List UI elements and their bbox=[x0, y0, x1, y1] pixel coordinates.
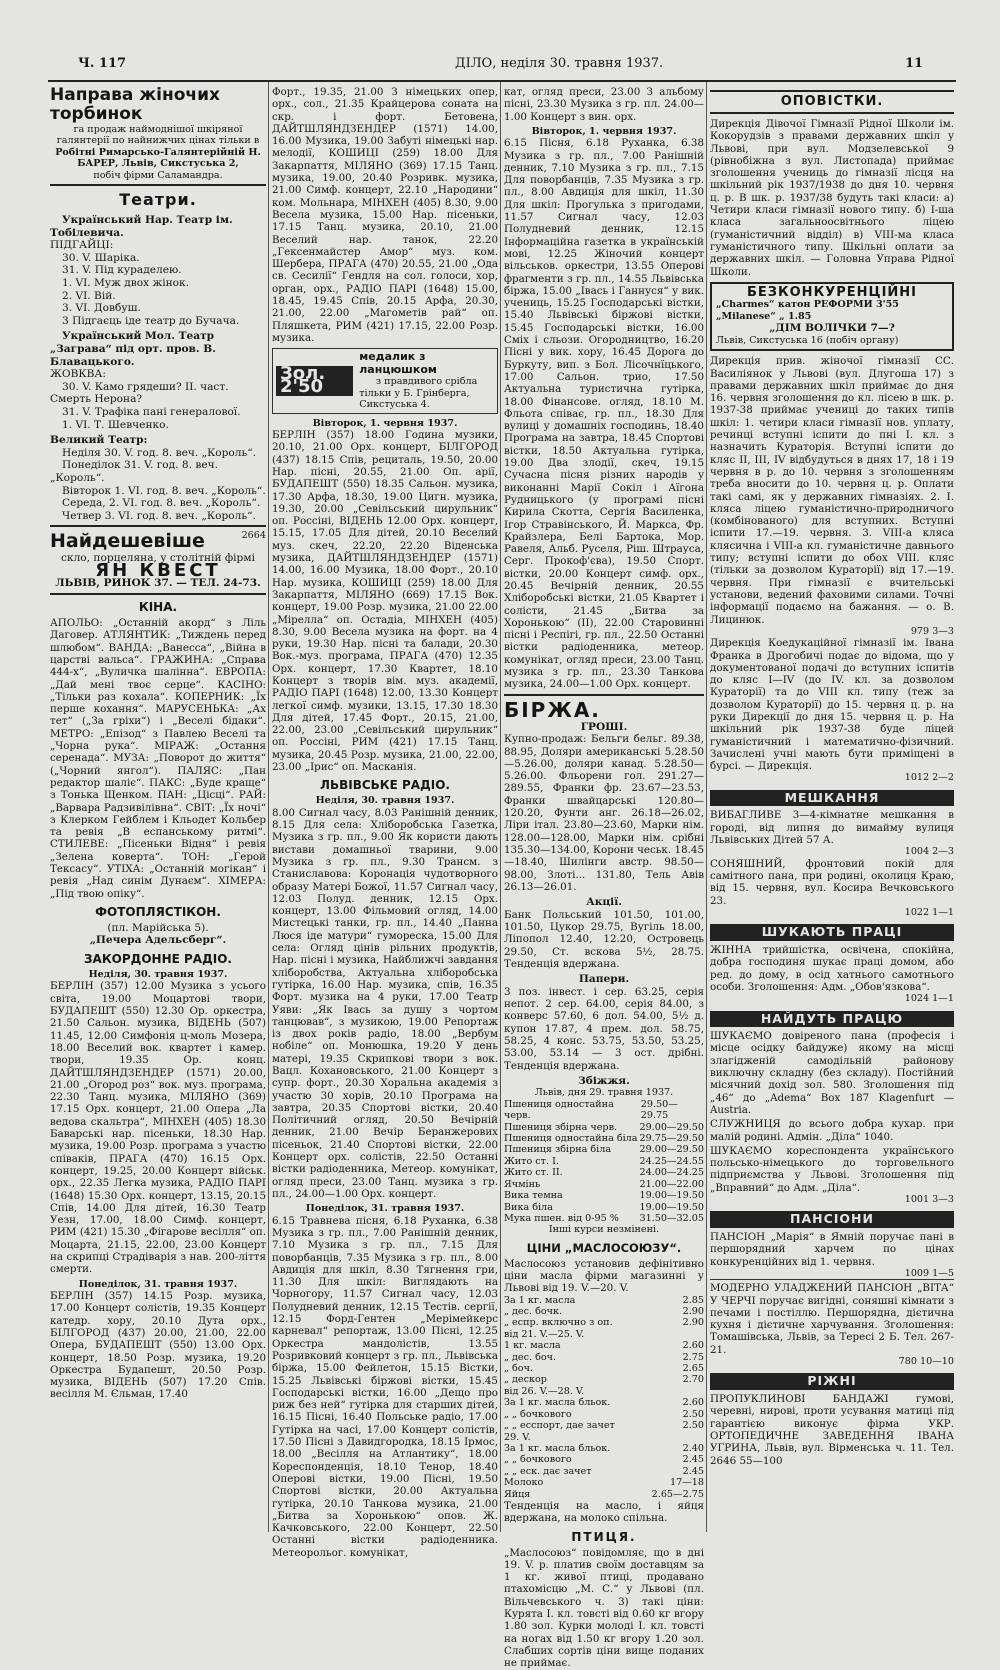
foreign-radio-title: ЗАКОРДОННЕ РАДІО. bbox=[84, 952, 232, 967]
ad-bags-firm: Робітні Римарсько-Галянтерійній Н. БАРЕР, Львів, Сикстуська 2, bbox=[55, 146, 261, 170]
butter-row-price: 2.45 bbox=[682, 1454, 704, 1466]
radio-day: Вівторок, 1. червня 1937. bbox=[531, 125, 677, 137]
butter-intro: Маслосоюз установив дефінітивно ціни масла фірми магазинні у Львові від 19. V.—20. V. bbox=[504, 1257, 704, 1295]
ad-address: Львів, Сикстуська 16 (побіч органу) bbox=[716, 334, 899, 346]
classified-ad: ЖІННА трийшістка, освічена, спокійна, добра господиня шукає праці домом, або ред. до дому, в осід хатнього самотнього особи. Зголошення: Адм. „Обов'язкова“. bbox=[710, 943, 954, 993]
butter-row bbox=[504, 1454, 704, 1465]
ad-glass-header bbox=[50, 530, 266, 552]
butter-row-name: „ боч. bbox=[504, 1363, 533, 1375]
radio-day: Неділя, 30. травня 1937. bbox=[315, 795, 455, 807]
butter-row-name: „ „ бочкового bbox=[504, 1408, 572, 1420]
announcements-title: ОПОВІСТКИ. bbox=[710, 90, 954, 114]
ad-bags-title: Направа жіночих торбинок bbox=[50, 85, 220, 124]
cinema-title: КІНА. bbox=[138, 600, 178, 615]
radio-program: БЕРЛІН (357) 12.00 Музика з усього світа, 19.00 Моцартові твори, БУДАПЕШТ (550) 12.30 Ор. оркестра, 21.50 Сальон. музика, ВІДЕНЬ (507) 11.45, 12.00 Симфонія ц-моль Мозера, 18.00 Веселий вок. квартет і камер. твори, 19.35 Ор. конц. ДАЙТШЛЯНДЗЕНДЕР (1571) 20.00, 21.00 „Огород роз“ вок. муз. програма, 22.30 Танц. музика, МІЛЯНО (369) 17.15 Орх. концерт, 21.00 Опера „Ла ведова скальтра“, МІНХЕН (405) 18.30 Баварські нар. пісеньки, 18.30 Нар. музика, 19.00 Розр. програма з участю співаків, ПРАГА (470) 16.15 Орх. концерт, 19.25, 20.00 Концерт військ. орх., 22.35 Легка музика, РАДІО ПАРІ (1648) 15.30 Орх. концерт, 13.15, 20.15 Спів, 14.00 Для дітей, 16.30 Театр Уезн, 17.00, 18.00 Симф. концерт, РИМ (421) 15.30 „Фігарове весілля“ оп. Моцарта, 21.15, 22.00, 23.00 Концерт на скрипці Страдіварія з нав. 200-ліття смерти. bbox=[50, 980, 266, 1276]
ad-number: 1004 2—3 bbox=[904, 846, 954, 858]
grain-row-price: 31.50—32.05 bbox=[639, 1212, 704, 1224]
classified-ad: ШУКАЄМО кореспондента українського польсько-німецького до торговельного підприємства у Львові. Зголошення під „Вправний“ до Адм. „Діла“. bbox=[710, 1144, 954, 1194]
grain-row-name: Вика темна bbox=[504, 1190, 563, 1202]
money-rates: Купно-продаж: Бельги бельг. 89.38, 88.95, Доляри американські 5.28.50—5.26.00, доляри канад. 5.28.50—5.26.00. Фльорени гол. 291.27—289.55, Франки фр. 23.67—23.53, Франки швайцарські 120.80—120.20, Фунти анг. 26.18—26.02, Ліри італ. 23.80—23.60, Марки нім. 128.00—128.00, Марки нім. срібні 135.30—134.00, Корони чеськ. 18.45—18.40, Шилінги австр. 98.50—98.00, Злоті... 131.80, Тель Авів 26.13—26.01. bbox=[504, 733, 704, 893]
ad-glass-title: Найдешевіше bbox=[50, 530, 205, 553]
classified-ad: СОНЯШНИЙ, фронтовий покій для самітного пана, при родині, околиця Краю, від 15. червня, вул. Косира Вечковського 23. bbox=[710, 857, 954, 907]
grain-row bbox=[504, 1213, 704, 1224]
theatre-line: Вівторок 1. VI. год. 8. веч. „Король“. bbox=[62, 484, 266, 497]
divider bbox=[50, 184, 266, 186]
grain-row bbox=[504, 1190, 704, 1201]
butter-row bbox=[504, 1329, 704, 1340]
butter-row-price: 2.60 bbox=[682, 1397, 704, 1409]
classified-ad: МОДЕРНО УЛАДЖЕНИЙ ПАНСІОН „ВІТА“ У ЧЕРЧІ поручає вигідні, соняшні кімнати з печами і постіллю. Першорядна, дієтична кухня і дієтичне харчування. Зголошення: Томашівська, Львів, за Тересі 2 Б. Тел. 267-21. bbox=[710, 1279, 954, 1356]
butter-row-name: від 21. V.—25. V. bbox=[504, 1328, 585, 1340]
butter-row bbox=[504, 1489, 704, 1500]
butter-row-name: 29. V. bbox=[504, 1431, 531, 1443]
grain-row-price: 19.00—19.50 bbox=[639, 1190, 704, 1202]
section-seeking-work: ШУКАЮТЬ ПРАЦІ bbox=[710, 924, 954, 941]
butter-row-name: За 1 кг. масла бльок. bbox=[504, 1397, 611, 1409]
butter-row bbox=[504, 1374, 704, 1385]
theatre-line: 1. VI. Муж двох жінок. bbox=[62, 277, 190, 289]
ad-glass-body: скло, порцеляна, у столітній фірмі bbox=[61, 552, 255, 565]
theatre-title: Театри. bbox=[119, 190, 197, 210]
announcement: Дирекція Дівочої Гімназії Рідної Школи ім. Кокорудзів з правами державних шкіл у Львові, при вул. Модзелевської 9 (рівнобіжна з вул. Листопада) приймає зголошення учениць до гімназії лісця на шкільний рік 1937/1938 до дня 10. червня ц. р. В шк. р. 1937/38 будуть такі класи: а) Четири класи гімназії нового типу. б) І-ша класа загальноосвітнього ліцею (гуманістичний відділ) в) VIII-ма класа гуманістичного типу. Шкільні оплати за державних шкіл. — Головна Управа Рідної Школи. bbox=[710, 118, 954, 278]
ad-medallion-main: медалик з ланцюшком bbox=[359, 350, 437, 376]
theatre-line: 30. V. Шаріка. bbox=[62, 251, 140, 264]
butter-prices-title: ЦІНИ „МАСЛОСОЮЗУ“. bbox=[526, 1240, 682, 1255]
butter-row bbox=[504, 1466, 704, 1477]
exchange-title: БІРЖА. bbox=[504, 697, 601, 722]
grain-row bbox=[504, 1133, 704, 1144]
radio-day: Неділя, 30. травня 1937. bbox=[88, 969, 228, 981]
ad-glass-address: ЛЬВІВ, РИНОК 37. — ТЕЛ. 24-73. bbox=[55, 577, 261, 590]
grain-row-price: 29.00—29.50 bbox=[639, 1121, 704, 1133]
butter-row-name: „ „ есспорт, дае зачет bbox=[504, 1420, 615, 1432]
ad-title: БЕЗКОНКУРЕНЦІЙНІ bbox=[746, 284, 917, 300]
butter-row-price: 2.65—2.75 bbox=[651, 1488, 704, 1500]
ad-medallion-firm: тільки у Б. Грінберга, Сикстуська 4. bbox=[359, 387, 470, 411]
theatre-line: Понеділок 31. V. год. 8. веч. „Король“. bbox=[50, 459, 218, 484]
radio-program: БЕРЛІН (357) 14.15 Розр. музика, 17.00 Концерт солістів, 19.35 Концерт катедр. хору, 20.10 Дута орх., БІЛГОРОД (437) 20.00, 21.00, 22.00 Опера, БУДАПЕШТ (550) 13.00 Орх. концерт, 18.50 Розр. музика, 19.20 Оркестра Будапешт, 20.50 Розр. музика, ВІДЕНЬ (507) 17.20 Спів. весілля М. Єльман, 17.40 bbox=[50, 1290, 266, 1401]
classified-ad: ШУКАЄМО довіреного пана (професія і місце осідку байдуже) якому на місці злагідженій самодільній районову виключну складну (без складу). Постійний місячний дохід зол. 580. Зголошення під „46“ до „Adema“ Box 187 Klagenfurt — Austria. bbox=[710, 1030, 954, 1116]
theatre-name: Український Нар. Театр ім. Тобілевича. bbox=[50, 214, 233, 239]
grain-row-name: Пшениця збірна черв. bbox=[504, 1121, 618, 1133]
divider bbox=[50, 593, 266, 595]
butter-row-price: 2.90 bbox=[682, 1317, 704, 1329]
fotoplastikon-address: (пл. Марійська 5). bbox=[107, 921, 209, 934]
grain-row-price: 19.00—19.50 bbox=[639, 1201, 704, 1213]
papers-title: Папери. bbox=[578, 973, 630, 986]
butter-row-price: 17—18 bbox=[669, 1477, 704, 1489]
butter-row bbox=[504, 1443, 704, 1454]
theatre-name: Великий Театр: bbox=[50, 434, 148, 447]
butter-row bbox=[504, 1409, 704, 1420]
money-title: ГРОШІ. bbox=[580, 720, 628, 733]
classified-ad: ВИБАГЛИВЕ 3—4-кімнатне мешкання в городі, від липня до вимайму вулиця Львівських Дітей 57 А. bbox=[710, 809, 954, 847]
section-misc: РІЖНІ bbox=[710, 1373, 954, 1390]
grain-note: Інші курси незмінені. bbox=[548, 1224, 660, 1236]
grain-row bbox=[504, 1202, 704, 1213]
theatre-line: 2. VI. Вій. bbox=[62, 289, 116, 302]
grain-row-price: 29.00—29.50 bbox=[639, 1144, 704, 1156]
butter-row-name: „ дес. бочк. bbox=[504, 1306, 563, 1318]
issue-number: Ч. 117 bbox=[78, 56, 127, 71]
section-will-find-work: НАЙДУТЬ ПРАЦЮ bbox=[710, 1011, 954, 1028]
radio-day: Понеділок, 31. травня 1937. bbox=[78, 1278, 238, 1290]
grain-row-price: 24.00—24.25 bbox=[639, 1167, 704, 1179]
ad-number: 780 10—10 bbox=[898, 1356, 954, 1368]
ad-line: „Charmes“ катон РЕФОРМИ 3'55 bbox=[716, 299, 899, 311]
ad-number: 2664 bbox=[241, 530, 266, 542]
theatre-line: 3 Підгаєць іде театр до Бучача. bbox=[62, 314, 240, 327]
butter-row-name: „ еспр. включно з оп. bbox=[504, 1317, 613, 1329]
butter-row-name: За 1 кг. масла bbox=[504, 1294, 576, 1306]
butter-row-name: За 1 кг. масла бльок. bbox=[504, 1442, 611, 1454]
ad-line: „Milanese“ „ 1.85 bbox=[716, 310, 812, 322]
butter-row bbox=[504, 1432, 704, 1443]
ad-number: 1024 1—1 bbox=[904, 993, 954, 1005]
grain-row-name: Вика біла bbox=[504, 1201, 553, 1213]
column-1 bbox=[50, 86, 266, 1530]
grain-row-name: Жито ст. I. bbox=[504, 1155, 559, 1167]
section-housing: МЕШКАННЯ bbox=[710, 790, 954, 807]
theatre-line: 31. V. Трафіка пані генералової. bbox=[62, 405, 241, 418]
butter-row bbox=[504, 1397, 704, 1408]
grain-row bbox=[504, 1156, 704, 1167]
ad-number: 1001 3—3 bbox=[904, 1194, 954, 1205]
butter-row-price: 2.50 bbox=[682, 1420, 704, 1432]
butter-row bbox=[504, 1420, 704, 1431]
grain-row-price: 21.00—22.00 bbox=[639, 1178, 704, 1190]
butter-row-price: 2.85 bbox=[682, 1294, 704, 1306]
announcement: Дирекція прив. жіночої гімназії СС. Василіянок у Львові (вул. Длугоша 17) з правами державних шкіл приймає до дня 16. червня зголошення до кл. лісею в шк. р. 1937-38 приймає учениці до таких типів шкіл: 1. четири класи гімназії нов. уплату, речинці вступні іспити до пні І. кл. з назначить Кураторія. Вступні іспити до кляс ІІ, III, IV відбудуться в днях 17, 18 і 19 червня в р. до 10. червня з зголошенням треба вносити до 10. червня ц. р. Оплати такі самі, як у державних гімназіях. 2. І. кляса ліцею гуманістично-природничого (комбінованого) для вступних. Вступні іспити 17.—19. червня. 3. VIII-а кляса клясична i VIII-а кл. гуманістичне давнього типу; вступні іспити до обох VIII. кляс (тільки за дозволом Кураторії) від 17.—19. червня. При гімназії є вчительські установи, ведений фаховими силами. Точні інформації подаємо на бажання. — о. В. Лицинюк. bbox=[710, 355, 954, 626]
butter-row bbox=[504, 1340, 704, 1351]
butter-row-price: 2.65 bbox=[682, 1363, 704, 1375]
cinema-listing: АПОЛЬО: „Останній акорд“ з Ліль Даговер. АТЛЯНТИК: „Тиждень перед шлюбом“. ВАНДА: „Ванесса“, „Війна в царстві вальса“. ГРАЖИНА: „Справа 444-х“, „Вуличка шалінна“. ЕВРОПА: „Дай мені твоє серце“. КАСІНО: „Тільки раз кохала“. КОПЕРНИК: „Їх перше кохання“. МАРУСЕНЬКА: „Ах тет“ („За гріхи“) і „Веселі бідаки“. МЕТРО: „Епізод“ з Павлею Веселі та „Чорна рука“. МІРАЖ: „Остання серенада“. МУЗА: „Поворот до життя“ („Чорний янгол“). ПАЛЯС: „Пан редактор шаліє“. ПАКС: „Буде краще“ з Тонька Щенком. ПАН: „Цісці“. РАЙ: „Варвара Радзивілівна“. СВІТ: „Їх ночі“ з Клерком Гейблем і Кльодет Кольбер та ревія „В еспанському ритмі“. СТИЛЕВЕ: „Пісеньки Відня“ і ревія „Зелена коверта“. ТОН: „Герой Тексасу“. УТІХА: „Останній могікан“ і ревія „Над синім Дунаєм“. ХІМЕРА: „Під твою опіку“. bbox=[50, 617, 266, 900]
column-2 bbox=[272, 86, 498, 1559]
grain-row-name: Ячмінь bbox=[504, 1178, 541, 1190]
ad-medallion-price: Зол. 2'50 bbox=[276, 366, 353, 395]
grain-row-name: Пшениця збірна біла bbox=[504, 1144, 612, 1156]
butter-row-price: 2.50 bbox=[682, 1408, 704, 1420]
grain-row-name: Пшениця одностайна черв. bbox=[504, 1098, 614, 1122]
butter-row bbox=[504, 1477, 704, 1488]
butter-row bbox=[504, 1363, 704, 1374]
grain-row-name: Пшениця одностайна біла bbox=[504, 1133, 638, 1145]
column-4 bbox=[710, 86, 954, 1530]
theatre-line: 30. V. Камо грядеши? II. част. Смерть Нерона? bbox=[50, 380, 229, 406]
grain-row bbox=[504, 1099, 704, 1122]
grain-row-price: 29.50—29.75 bbox=[640, 1098, 678, 1122]
butter-row-name: від 26. V.—28. V. bbox=[504, 1385, 585, 1397]
theatre-line: 1. VI. Т. Шевченко. bbox=[62, 418, 169, 431]
ad-medallion-text bbox=[359, 351, 494, 410]
theatre-place: ЖОВКВА: bbox=[50, 368, 106, 381]
butter-row-price: 2.60 bbox=[682, 1340, 704, 1352]
butter-row bbox=[504, 1317, 704, 1328]
shares-rates: Банк Польський 101.50, 101.00, 101.50, Цукор 29.75, Вугіль 18.00, Ліпопол 12.40, 12.20, Островець 29.50, Ст. вскова 5½, 28.75. Тенденція вдержана. bbox=[504, 908, 704, 970]
shares-title: Акції. bbox=[586, 896, 622, 909]
ad-number: 1009 1—5 bbox=[904, 1267, 954, 1279]
butter-row-name: „ „ еск. дає зачет bbox=[504, 1465, 592, 1477]
grain-row bbox=[504, 1179, 704, 1190]
theatre-name: Український Мол. Театр „Заграва“ під орт. пров. В. Блавацького. bbox=[50, 330, 216, 368]
butter-row-price: 2.40 bbox=[682, 1442, 704, 1454]
announcement: Дирекція Коедукаційної гімназії ім. Івана Франка в Дрогобичі подає до відома, що у документованої подачі до вступних іспитів до кляс I—IV (до IV. кл. за дозволом Кураторії) та до VIII кл. типу (теж за дозволом Кураторії) до 15. червня ц. р. на руки Дирекції до дня 15. червня ц. р. На шкільний рік 1937-38 буде ліцей гуманістичний і математично-фізичний. Зачислені учні мають бути приміщені в бурсі. — Дирекція. bbox=[710, 637, 954, 773]
radio-day: Понеділок, 31. травня 1937. bbox=[305, 1203, 465, 1215]
butter-row-name: „ дес. боч. bbox=[504, 1351, 557, 1363]
theatre-line: Середа, 2. VI. год. 8. веч. „Король“. bbox=[62, 497, 261, 510]
butter-row-name: „ „ бочкового bbox=[504, 1454, 572, 1466]
grain-row-name: Мука пшен. від 0-95 % bbox=[504, 1212, 619, 1224]
ad-bags-note: побіч фірми Саламандра. bbox=[93, 169, 223, 181]
theatre-line: Четвер 3. VI. год. 8. веч. „Король“. bbox=[62, 509, 256, 522]
butter-note: Тенденція на масло, і яйця вдержана, на молоко спільна. bbox=[504, 1499, 704, 1525]
header-rule bbox=[48, 80, 956, 82]
column-3 bbox=[504, 86, 704, 1670]
fotoplastikon-title: ФОТОПЛЯСТІКОН. bbox=[95, 904, 221, 919]
column-divider bbox=[706, 82, 707, 1532]
butter-row bbox=[504, 1295, 704, 1306]
ad-bags-body: га продаж наймоднішої шкіряної галянтерії по найнижчих цінах тільки в bbox=[56, 124, 260, 147]
lviv-radio-title: ЛЬВІВСЬКЕ РАДІО. bbox=[319, 778, 450, 793]
butter-price-list bbox=[504, 1295, 704, 1500]
ad-medallion-sub: з правдивого срібла bbox=[375, 376, 478, 388]
grain-row-price: 29.75—29.50 bbox=[639, 1133, 704, 1145]
classified-ad: ПРОПУКЛИНОВІ БАНДАЖІ гумові, черевні, нирові, проти усування матиці під гарантією виконує фірма УКР. ОРТОПЕДИЧНЕ ЗАВЕДЕННЯ ІВАНА УГРИНА, Львів, вул. Вірменська ч. 11. Тел. 2646 55—100 bbox=[710, 1393, 954, 1467]
page-number: 11 bbox=[905, 56, 924, 71]
grain-row-price: 24.25—24.55 bbox=[639, 1155, 704, 1167]
theatre-line: 3. VI. Довбуш. bbox=[62, 302, 141, 315]
page-header bbox=[50, 56, 950, 78]
butter-row bbox=[504, 1352, 704, 1363]
classified-ad: ПАНСІОН „Марія“ в Ямній поручає пані в першорядний харчем по цінах конкуренційних від 1. червня. bbox=[710, 1231, 954, 1268]
ad-cigarette-paper bbox=[710, 282, 954, 351]
radio-program: БЕРЛІН (357) 18.00 Година музики, 20.10, 21.00 Орх. концерт, БІЛГОРОД (437) 18.15 Спів, рециталь, 19.50, 20.00 Нар. пісні, 20.55, 21.00 Оп. арії, БУДАПЕШТ (550) 18.35 Сальон. музика, 17.30 Арфа, 18.30, 19.00 Цигн. музика, 19.30, 20.00 „Севільський цирульник“ оп. Россіні, ВІДЕНЬ 12.00 Орх. концерт, 15.15, 17.05 Для дітей, 20.10 Веселий муз. скеч, 22.20, 22.20 Віденська музика, ДАЙТШЛЯНДЗЕНДЕР (1571) 14.00, 16.00 Музика, 18.00 Форт., 20.10 Нар. музика, КОШИЦІ (259) 18.00 Для Закарпаття, МІЛЯНО (669) 17.15 Вок. концерт, 19.00 Розр. музика, 21.00 22.00 „Мірелла“ оп. Остадіа, МІНХЕН (405) 8.30, 9.00 Весела музика на форт. на 4 руки, 19.30 Нар. пісні та балади, 20.30 Вок.-муз. програма, ПРАГА (470) 12.35 Орх. концерт, 17.30 Квартет, 18.10 Концерт з творів вім. муз. академії, РАДІО ПАРІ (1648) 12.00, 13.30 Концерт легкої симф. музики, 13.15, 17.30 18.30 Для дітей, 17.45 Форт., 20.15, 21.00, 22.00, 23.00 „Севільський цирульник“ оп. Россіні, РИМ (421) 17.15 Танц. музика, 20.45 Розр. музика, 21.00, 22.00, 23.00 „Ірис“ оп. Масканія. bbox=[272, 429, 498, 774]
butter-row-price: 2.75 bbox=[682, 1351, 704, 1363]
ad-medallion bbox=[272, 348, 498, 413]
ad-number: 1012 2—2 bbox=[904, 772, 954, 784]
butter-row-price: 2.70 bbox=[682, 1374, 704, 1386]
ad-firm: „ДІМ ВОЛІЧКИ 7—? bbox=[769, 322, 895, 335]
butter-row-name: „ дескор bbox=[504, 1374, 547, 1386]
ad-glass-firm: ЯН КВЕСТ bbox=[95, 559, 221, 581]
radio-program: Форт., 19.35, 21.00 З німецьких опер, орх., сол., 21.35 Крайцерова соната на скр. і форт. Бетовена, ДАЙТШЛЯНДЗЕНДЕР (1571) 14.00, 16.00 Музика, 19.00 Забуті німецькі нар. мелодії, КОШИЦІ (259) 18.00 Для Закарпаття, МІЛЯНО (369) 17.15 Танц. музика, 19.00, 20.40 Розривк. музика, 21.00 Симф. концерт, 22.10 „Народини“ ком. Мольнара, МІНХЕН (405) 8.30, 9.00 Весела музика, 15.00 Нар. пісеньки, 17.15 Танц. музика, 20.10, 21.00 Веселий нар. танок, 22.20 „Гексенмайстер Амор“ муз. ком. Шербера, ПРАГА (470) 20.55, 21.00 „Ода св. Сесилії“ Гендля на сол. голоси, хор, орган, орх., РАДІО ПАРІ (1648) 15.00, 18.45, 19.45 Спів, 20.15 Арфа, 20.30, 21.00, 22.00 „Магометів рай“ оп. Пляшкета, РИМ (421) 17.15, 22.00 Розр. музика. bbox=[272, 86, 498, 344]
radio-program: 6.15 Травнева пісня, 6.18 Руханка, 6.38 Музика з гр. пл., 7.00 Ранішній денник, 7.10 Музика з гр. пл., 7.15 Для поворбанців, 7.35 Музика з гр. пл., 8.00 Авдиція для шкіл, 8.30 Тягнення гри, 11.30 Для шкіл: Виглядають на Чорногору, 11.57 Сигнал часу, 12.03 Полудневий денник, 12.15 Тестів. сергії, 12.15 Форд-Гентен „Мерімейкерс карневал“ репортаж, 13.00 Пісні, 12.25 Оркестра мандолістів, 13.55 Розривковий концерт з гр. пл., Львівська біржа, 15.00 Фейлетон, 15.15 Вістки, 15.25 Львівські біржові вістки, 15.45 Господарські вістки, 16.00 „Дещо про риж без ней“ гутірка для старших дітей, 16.15 Пісні, 16.40 Польське радіо, 17.00 Гутірка на часі, 17.00 Концерт солістів, 17.50 Пісні з Давидгородка, 18.15 Ірмос, 18.00 „Весілля на Атлантику“, 18.00 Кореспонденція, 18.10 Тенор, 18.40 Оперові вістки, 19.00 Пісні, 19.50 Спортові вістки, 20.00 Актуальна гутірка, 20.10 Танкова музика, 21.00 „Битва за Хоронькою“ опов. Ж. Качковського, 22.00 Концерт, 22.50 Останні вістки радіоденника. Метеорольог. комунікат, bbox=[272, 1214, 498, 1559]
theatre-place: ПІДГАЙЦІ: bbox=[50, 239, 114, 252]
poultry-text: „Маслосоюз“ повідомляє, що в дні 19. V. р. платив своїм доставцям за 1 кг. живої птиці, продавано птахомісцю „М. С.“ у Львові (пл. Вільчевського ч. 3) такі ціни: Курята I. кл. товсті від 0.60 кг вгору 1.80 зол. Курки молоді I. кл. товсті на ногах від 1.50 кг вгору 1.20 зол. Слабших сортів ціни вище поданих не приймає. bbox=[504, 1546, 704, 1670]
butter-row-name: Молоко bbox=[504, 1477, 544, 1489]
ad-number: 1022 1—1 bbox=[904, 906, 954, 918]
radio-program: 8.00 Сигнал часу, 8.03 Ранішній денник, 8.15 Для села: Хліборобська Газетка, Музика з гр. пл., 9.00 Як користи дають вистави домашньої тварини, 9.00 Музика з гр. пл., 9.30 Трансм. з Станиславова: Коронація чудотворного образу Матері Божої, 11.57 Сигнал часу, 12.03 Полуд. денник, 12.15 Орх. концерт, 13.00 Фільмовий огляд, 14.00 Мистецькі танки, гр. пл., 14.40 „Панна Люся іде матури“ гумореска, 15.00 Для села: Огляд цінів рільних продуктів, Нар. пісні і музика, Найближчі завдання хліборобства, Актуальна хліборобська гутірка, 16.00 Нар. музика, спів, 16.35 Форт. музика на 4 руки, 17.00 Театр Уяви: „Як Івась за душу з чортом танцював“, з музикою, 19.00 Репортаж із двох років радіо, 18.00 „Вербум нобіле“ оп. Монюшка, 19.20 У день матері, 19.35 Скрипкові твори з вок. Вацл. Кохановського, 21.00 Концерт з супр. форт., 20.30 Хоральна академія з участю 30 хорів, 20.10 Програма на завтра, 20.35 Спортові вістки, 20.40 Політичний огляд, 20.50 Вечірній денник, 21.00 Вечір Беранжерових пісеньок, 21.40 Спортові вістки, 22.00 Концерт орх. солістів, 22.50 Останні вістки радіоденника, Метеор. комунікат, огляд преси, 23.00 Танц. музика з гр. пл., 24.00—1.00 Орх. концерт. bbox=[272, 806, 498, 1200]
grain-row bbox=[504, 1167, 704, 1178]
fotoplastikon-show: „Печера Адельсберг“. bbox=[89, 934, 227, 947]
grain-date: Львів, дня 29. травня 1937. bbox=[534, 1087, 674, 1099]
column-divider bbox=[500, 82, 501, 1532]
butter-row bbox=[504, 1386, 704, 1397]
grain-row bbox=[504, 1144, 704, 1155]
butter-row-name: Яйця bbox=[504, 1488, 531, 1500]
grain-row-name: Жито ст. II. bbox=[504, 1167, 563, 1179]
butter-row-price: 2.90 bbox=[682, 1306, 704, 1318]
masthead: ДІЛО, неділя 30. травня 1937. bbox=[455, 56, 664, 71]
theatre-line: 31. V. Під кураделею. bbox=[62, 264, 182, 277]
butter-row-price: 2.45 bbox=[682, 1465, 704, 1477]
papers-rates: 3 поз. інвест. і сер. 63.25, серія непот. 2 сер. 64.00, серія 84.00, з конверс 57.60, 6 дол. 54.00, 5½ д. купон 17.87, 4 прем. дол. 58.75, 58.25, 4 конс. 53.75, 53.50, 53.25, 53.00, 53.14 — 3 ост. дрібні. Тенденція вдержана. bbox=[504, 985, 704, 1072]
radio-program: 6.15 Пісня, 6.18 Руханка, 6.38 Музика з гр. пл., 7.00 Ранішній денник, 7.10 Музика з гр. пл., 7.15 Для поворбанців, 7.35 Музика з гр. пл., 8.00 Авдиція для шкіл, 11.30 Для шкіл: Прогулька з пригодами, 11.57 Сигнал часу, 12.03 Полудневий денник, 12.15 Інформаційна газетка в українській мові, 12.25 Жіночий концерт вільськов. оркестри, 13.55 Оперові фрагменти з гр. пл., 14.55 Львівська біржа, 15.00 „Івась і Ганнуся“ у вик. учениць, 15.25 Господарські вістки, 15.40 Львівські біржові вістки, 15.45 Господарські вістки, 16.00 Сміх і сльози. Огородництво, 16.20 Пісні у вик. хору, 16.45 Дорога до Буркуту, вип. з Бол. Лісочнїцького, 17.00 Сальон. трио, 17.50 Актуальна туристична гутірка, 18.00 Фінансове. огляд, 18.10 М. Фльота співає, гр. пл., 18.30 Для вулиці у домашніх господинь, 18.40 Програма на завтра, 18.45 Спортові вістки, 18.50 Актуальна гутірка, 19.00 Два злодії, скеч, 19.15 Сучасна пісня різних народів у виконанні Марії Сокіл і Аїгона Рудницького (у програмі пісні Кирила Скотта, Сергія Василенка, Ігор Стравінського, Й. Маркса, Фр. Крайзлера, Белі Бартока, Мор. Равеля, Альб. Руселя, Ріш. Штрауса, Серг. Прокоф'єва), 19.50 Спорт. вістки, 20.00 Концерт симф. орх., 20.45 Вечірній денник, 20.55 Хліборобські вістки, 21.05 Квартет і солісти, 21.45 „Битва за Хоронькою“ (II), 22.00 Старовинні пісні і Респігі, гр. пл., 22.50 Останні вістки радіоденника, метеор. комунікат, огляд преси, 23.00 Танц. музика з гр. пл., 23.30 Танкова музика, 24.00—1.00 Орх. концерт. bbox=[504, 137, 704, 691]
column-divider bbox=[268, 82, 269, 1532]
butter-row-name: 1 кг. масла bbox=[504, 1340, 561, 1352]
radio-program: кат, огляд преси, 23.00 З альбому пісні, 23.30 Музика з гр. пл. 24.00—1.00 Концерт з вин. орх. bbox=[504, 86, 704, 123]
grain-title: Збіжжя. bbox=[578, 1074, 630, 1087]
butter-row bbox=[504, 1306, 704, 1317]
radio-day: Вівторок, 1. червня 1937. bbox=[312, 417, 458, 429]
section-pensions: ПАНСІОНИ bbox=[710, 1211, 954, 1228]
grain-price-list bbox=[504, 1099, 704, 1224]
poultry-title: ПТИЦЯ. bbox=[571, 1529, 637, 1544]
classified-ad: СЛУЖНИЦЯ до всього добра кухар. при малій родині. Адмін. „Діла“ 1040. bbox=[710, 1118, 954, 1143]
ad-number: 979 3—3 bbox=[910, 625, 954, 637]
divider bbox=[504, 694, 704, 696]
theatre-line: Неділя 30. V. год. 8. веч. „Король“. bbox=[62, 446, 257, 459]
divider bbox=[50, 525, 266, 527]
grain-row bbox=[504, 1122, 704, 1133]
